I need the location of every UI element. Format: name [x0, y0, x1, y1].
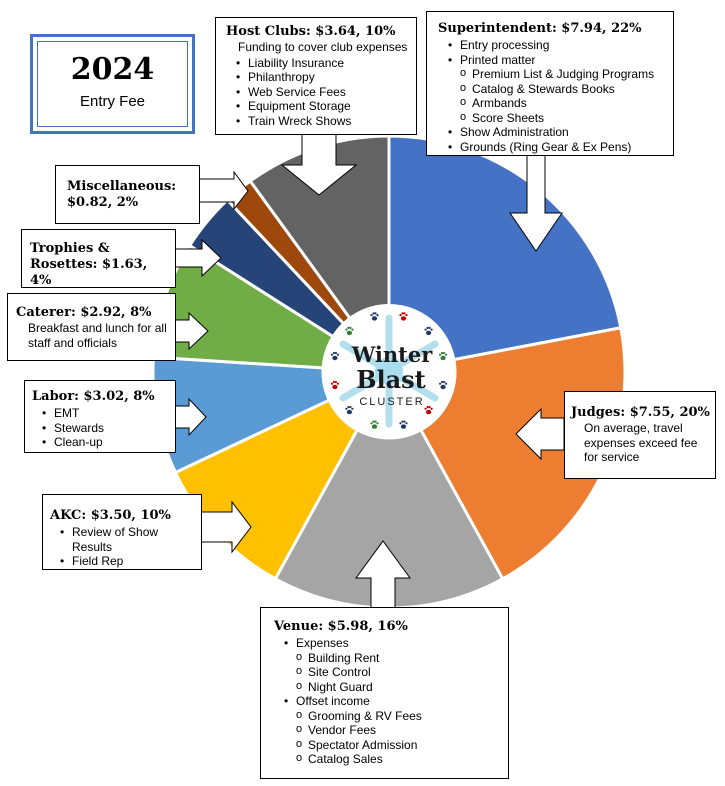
list-subitem: o Building Rent [274, 651, 502, 666]
callout-title: Venue: $5.98, 16% [274, 619, 408, 634]
list-item: • Stewards [32, 421, 169, 436]
logo-line-2: Blast [356, 365, 426, 394]
list-item: • Liability Insurance [226, 56, 410, 71]
winter-blast-logo [322, 304, 456, 438]
callout-description: Funding to cover club expenses [238, 40, 408, 54]
list-subitem: o Armbands [438, 96, 667, 111]
list-subitem: o Site Control [274, 665, 502, 680]
callout-title: Superintendent: $7.94, 22% [438, 21, 642, 36]
entry-fee-subtitle: Entry Fee [79, 93, 146, 110]
list-subitem: o Catalog Sales [274, 752, 502, 767]
list-subitem: o Night Guard [274, 680, 502, 695]
list-subitem: o Catalog & Stewards Books [438, 82, 667, 97]
list-item: • Expenses [274, 636, 502, 651]
callout-judges [564, 391, 716, 479]
list-item: • Entry processing [438, 38, 667, 53]
list-subitem: o Spectator Admission [274, 738, 502, 753]
list-item: • Review of Show Results [50, 525, 197, 554]
callout-caterer [7, 293, 176, 361]
list-item: • Philanthropy [226, 70, 410, 85]
logo-line-3: CLUSTER [359, 396, 425, 408]
list-item: • Offset income [274, 694, 502, 709]
callout-title: Miscellaneous: $0.82, 2% [67, 179, 177, 210]
callout-host-clubs [215, 17, 417, 135]
list-item: • EMT [32, 406, 169, 421]
list-item: • Show Administration [438, 125, 667, 140]
callout-title: Labor: $3.02, 8% [32, 389, 155, 404]
callout-akc [42, 494, 202, 570]
callout-labor [24, 380, 176, 453]
list-item: • Clean-up [32, 435, 169, 450]
list-item: • Grounds (Ring Gear & Ex Pens) [438, 140, 667, 155]
callout-title: AKC: $3.50, 10% [50, 508, 171, 523]
list-subitem: o Vendor Fees [274, 723, 502, 738]
callout-superintendent [426, 11, 674, 156]
list-subitem: o Premium List & Judging Programs [438, 67, 667, 82]
list-subitem: o Score Sheets [438, 111, 667, 126]
year-title-box [30, 34, 195, 134]
callout-title: Trophies & Rosettes: $1.63, 4% [30, 241, 148, 288]
callout-venue [260, 607, 509, 779]
list-item: • Equipment Storage [226, 99, 410, 114]
callout-description: On average, travel expenses exceed fee for service [584, 421, 698, 464]
list-item: • Train Wreck Shows [226, 114, 410, 129]
callout-title: Host Clubs: $3.64, 10% [226, 24, 396, 39]
callout-title: Judges: $7.55, 20% [571, 405, 710, 420]
list-item: • Printed matter [438, 53, 667, 68]
year-title: 2024 [70, 52, 155, 87]
logo-line-1: Winter [351, 342, 433, 367]
callout-title: Caterer: $2.92, 8% [16, 305, 152, 320]
callout-miscellaneous [55, 165, 200, 224]
list-subitem: o Grooming & RV Fees [274, 709, 502, 724]
list-item: • Field Rep [50, 554, 197, 569]
list-item: • Web Service Fees [226, 85, 410, 100]
callout-trophies [21, 229, 176, 288]
callout-description: Breakfast and lunch for all staff and officials [28, 321, 167, 350]
